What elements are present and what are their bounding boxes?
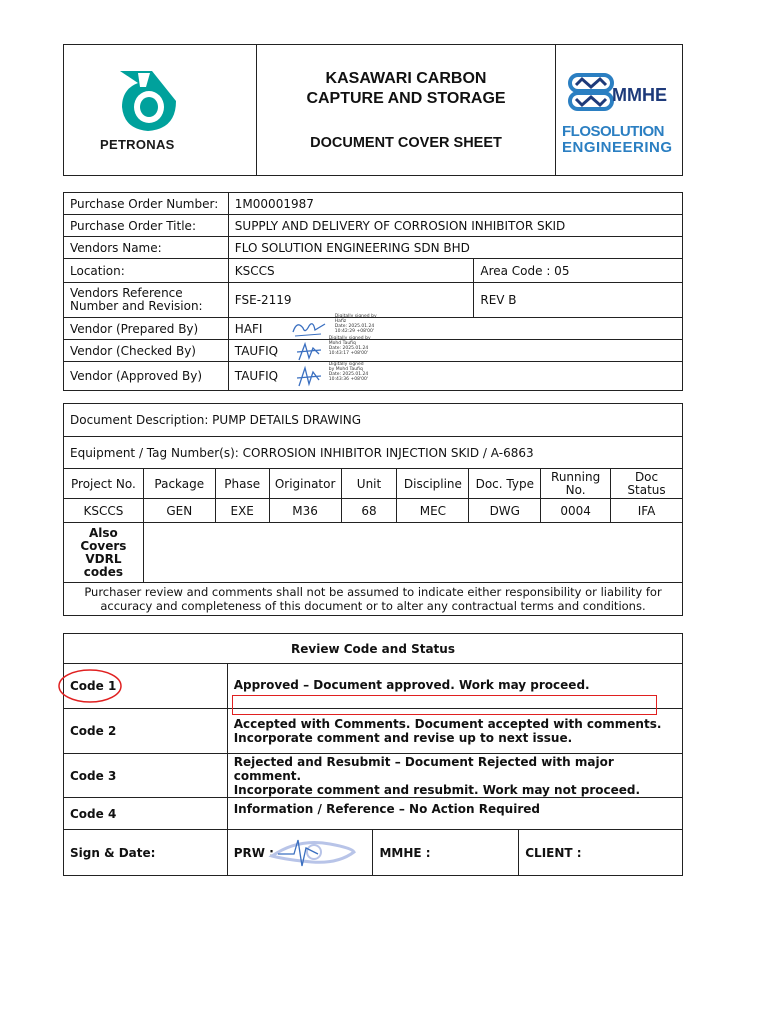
originator-value: M36 — [269, 499, 341, 523]
purchaser-disclaimer: Purchaser review and comments shall not be assumed to indicate either responsibility or liability for accuracy and completeness of this document or to alter any contractual terms and conditions. — [64, 583, 683, 616]
mmhe-sign-cell: MMHE : — [373, 830, 519, 876]
code-4-label: Code 4 — [64, 798, 228, 830]
vendor-name-label: Vendors Name: — [64, 237, 229, 259]
table-row — [64, 798, 683, 830]
code-2-description: Accepted with Comments. Document accepted with comments. Incorporate comment and revise up to next issue. — [227, 709, 682, 754]
column-header-doc-status: Doc Status — [611, 469, 683, 499]
also-covers-label: Also Covers VDRL codes — [64, 523, 144, 583]
checked-signature-stamp: Digitally signed by Mohd Taufiq Date: 2025.01.24 10:43:17 +08'00' — [328, 336, 371, 356]
doc-status-value: IFA — [611, 499, 683, 523]
document-title — [257, 45, 555, 175]
review-code-table — [63, 633, 683, 876]
area-code: Area Code : 05 — [474, 259, 683, 283]
table-row — [64, 754, 683, 798]
po-number-label: Purchase Order Number: — [64, 193, 229, 215]
po-title-value: SUPPLY AND DELIVERY OF CORROSION INHIBITOR SKID — [228, 215, 682, 237]
table-row — [64, 437, 683, 469]
table-row — [64, 215, 683, 237]
table-row — [64, 237, 683, 259]
project-title-line-1: KASAWARI CARBON — [325, 70, 487, 87]
table-row — [64, 523, 683, 583]
checked-by-value: TAUFIQ — [234, 343, 279, 358]
prepared-by-value: HAFI — [234, 321, 263, 336]
vendor-ref-label — [64, 283, 229, 318]
approved-by-cell — [228, 362, 682, 391]
column-header-phase: Phase — [215, 469, 269, 499]
prw-sign-cell — [227, 830, 373, 876]
signature-icon — [291, 318, 327, 340]
purchase-order-info-table — [63, 192, 683, 391]
po-number-value: 1M00001987 — [228, 193, 682, 215]
code-3-description: Rejected and Resubmit – Document Rejected with major comment. Incorporate comment and resubmit. Work may not proceed. — [227, 754, 682, 798]
table-row — [64, 340, 683, 362]
table-row — [64, 499, 683, 523]
project-no-value: KSCCS — [64, 499, 144, 523]
approved-by-label: Vendor (Approved By) — [64, 362, 229, 391]
prepared-by-label: Vendor (Prepared By) — [64, 318, 229, 340]
column-header-originator: Originator — [269, 469, 341, 499]
highlight-box-annotation — [232, 695, 657, 715]
signature-icon — [295, 340, 325, 362]
checked-by-cell — [228, 336, 682, 362]
cover-sheet-subtitle: DOCUMENT COVER SHEET — [310, 135, 502, 151]
mmhe-logo-block — [555, 45, 683, 175]
location-label: Location: — [64, 259, 229, 283]
po-title-label: Purchase Order Title: — [64, 215, 229, 237]
flosolution-wordmark: FLOSOLUTION — [562, 123, 664, 140]
approved-signature-stamp: Digitally signed by Mohd Taufiq Date: 2025.01.24 10:43:36 +08'00' — [328, 362, 369, 382]
checked-by-label: Vendor (Checked By) — [64, 340, 229, 362]
prw-label: PRW : — [233, 845, 274, 860]
phase-value: EXE — [215, 499, 269, 523]
table-row — [64, 283, 683, 318]
engineering-wordmark: ENGINEERING — [562, 139, 673, 156]
code-1-circle-annotation — [55, 667, 127, 707]
code-4-description: Information / Reference – No Action Required — [227, 798, 682, 830]
petronas-logo-icon — [116, 67, 180, 135]
prepared-signature-stamp: Digitally signed by Hafiz Date: 2025.01.24 10:42:29 +08'00' — [334, 314, 377, 334]
prepared-by-cell — [228, 314, 682, 340]
table-row — [64, 404, 683, 437]
table-row — [64, 583, 683, 616]
signature-icon — [295, 364, 325, 388]
table-row — [64, 830, 683, 876]
table-row — [64, 634, 683, 664]
unit-value: 68 — [341, 499, 397, 523]
project-title-line-2: CAPTURE AND STORAGE — [306, 90, 506, 107]
table-row — [64, 318, 683, 340]
doc-type-value: DWG — [469, 499, 541, 523]
approved-by-value: TAUFIQ — [234, 369, 279, 383]
revision-value: REV B — [474, 283, 683, 318]
petronas-wordmark: PETRONAS — [100, 137, 175, 152]
document-header — [63, 44, 683, 176]
review-code-title: Review Code and Status — [64, 634, 683, 664]
location-value: KSCCS — [228, 259, 474, 283]
sign-date-label: Sign & Date: — [64, 830, 228, 876]
column-header-doc-type: Doc. Type — [469, 469, 541, 499]
document-description: Document Description: PUMP DETAILS DRAWING — [64, 404, 683, 437]
table-row — [64, 259, 683, 283]
package-value: GEN — [143, 499, 215, 523]
client-sign-cell: CLIENT : — [519, 830, 683, 876]
column-header-unit: Unit — [341, 469, 397, 499]
also-covers-value — [143, 523, 682, 583]
code-1-description: Approved – Document approved. Work may proceed. — [227, 664, 682, 709]
mmhe-wordmark: MMHE — [612, 85, 667, 105]
column-header-project-no: Project No. — [64, 469, 144, 499]
table-row — [64, 362, 683, 391]
table-row — [64, 469, 683, 499]
vendor-ref-value: FSE-2119 — [228, 283, 474, 318]
table-row — [64, 193, 683, 215]
equipment-tag-numbers: Equipment / Tag Number(s): CORROSION INHIBITOR INJECTION SKID / A-6863 — [64, 437, 683, 469]
reviewer-signature-icon — [268, 832, 358, 872]
petronas-logo-block — [64, 45, 257, 175]
running-no-value: 0004 — [541, 499, 611, 523]
table-row — [64, 709, 683, 754]
vendor-name-value: FLO SOLUTION ENGINEERING SDN BHD — [228, 237, 682, 259]
column-header-package: Package — [143, 469, 215, 499]
code-1-label: Code 1 — [64, 664, 228, 709]
code-3-label: Code 3 — [64, 754, 228, 798]
column-header-discipline: Discipline — [397, 469, 469, 499]
document-details-table — [63, 403, 683, 616]
vendor-ref-label-line-2: Number and Revision: — [70, 299, 203, 313]
discipline-value: MEC — [397, 499, 469, 523]
vendor-ref-label-line-1: Vendors Reference — [70, 286, 183, 300]
column-header-running-no: Running No. — [541, 469, 611, 499]
code-2-label: Code 2 — [64, 709, 228, 754]
mmhe-logo-icon — [568, 73, 614, 111]
